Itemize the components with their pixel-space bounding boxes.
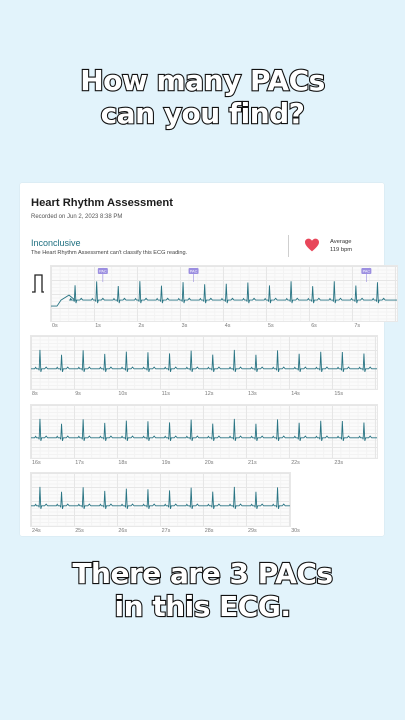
divider [288, 235, 289, 257]
time-tick-label: 2s [138, 323, 145, 329]
pac-marker [189, 268, 199, 282]
ecg-trace [31, 350, 377, 372]
time-tick-label: 19s [161, 460, 171, 466]
calibration-pulse-icon [31, 273, 45, 293]
heart-icon [304, 238, 320, 252]
time-tick-label: 11s [161, 391, 170, 397]
ecg-trace-svg [31, 405, 377, 458]
pac-marker [361, 268, 371, 282]
time-tick-label: 15s [334, 391, 344, 397]
ecg-trace [31, 487, 290, 509]
time-tick-label: 18s [118, 460, 128, 466]
pac-marker-label: PAC [99, 269, 107, 274]
time-tick-label: 10s [118, 391, 128, 397]
pac-marker-label: PAC [189, 269, 198, 274]
time-axis [30, 528, 300, 536]
ecg-strip [30, 404, 378, 459]
time-tick-label: 28s [204, 528, 214, 534]
time-tick-label: 29s [248, 528, 257, 534]
ecg-trace-svg [51, 266, 397, 321]
time-tick-label: 6s [311, 323, 317, 329]
average-label: Average [330, 239, 352, 245]
ecg-trace [31, 419, 377, 441]
ecg-trace [51, 281, 397, 306]
ecg-strip [30, 472, 291, 527]
time-tick-label: 16s [32, 460, 41, 466]
average-bpm: 119 bpm [330, 247, 353, 253]
time-tick-label: 25s [75, 528, 84, 534]
time-tick-label: 4s [224, 323, 231, 329]
assessment-status: Inconclusive [31, 238, 81, 248]
time-tick-label: 3s [181, 323, 188, 329]
time-tick-label: 14s [291, 391, 300, 397]
time-axis [30, 391, 376, 399]
answer-caption [0, 557, 405, 623]
time-tick-label: 13s [248, 391, 257, 397]
question-line-1: How many PACs [80, 64, 325, 97]
ecg-strip [50, 265, 398, 322]
time-tick-label: 30s [291, 528, 300, 534]
time-tick-label: 5s [268, 323, 274, 329]
time-tick-label: 24s [32, 528, 41, 534]
ecg-report-card [20, 183, 384, 536]
time-tick-label: 12s [204, 391, 214, 397]
time-tick-label: 27s [161, 528, 171, 534]
question-caption [0, 64, 405, 130]
question-line-2: can you find? [100, 97, 305, 130]
time-tick-label: 1s [95, 323, 101, 329]
time-tick-label: 21s [248, 460, 257, 466]
report-title: Heart Rhythm Assessment [31, 197, 173, 209]
time-tick-label: 8s [32, 391, 38, 397]
pac-marker-label: PAC [362, 269, 371, 274]
time-tick-label: 20s [204, 460, 214, 466]
time-axis [30, 460, 376, 468]
ecg-trace-svg [31, 473, 290, 526]
pac-marker [98, 268, 108, 282]
time-axis [50, 323, 396, 331]
ecg-strip [30, 335, 378, 390]
answer-line-2: in this ECG. [114, 590, 291, 623]
recorded-date: Recorded on Jun 2, 2023 8:38 PM [31, 214, 123, 220]
time-tick-label: 17s [75, 460, 84, 466]
ecg-trace-svg [31, 336, 377, 389]
time-tick-label: 9s [75, 391, 81, 397]
time-tick-label: 22s [291, 460, 300, 466]
time-tick-label: 26s [118, 528, 128, 534]
time-tick-label: 0s [52, 323, 58, 329]
time-tick-label: 7s [354, 323, 361, 329]
time-tick-label: 23s [334, 460, 344, 466]
answer-line-1: There are 3 PACs [72, 557, 333, 590]
assessment-description: The Heart Rhythm Assessment can't classify this ECG reading. [31, 250, 188, 256]
